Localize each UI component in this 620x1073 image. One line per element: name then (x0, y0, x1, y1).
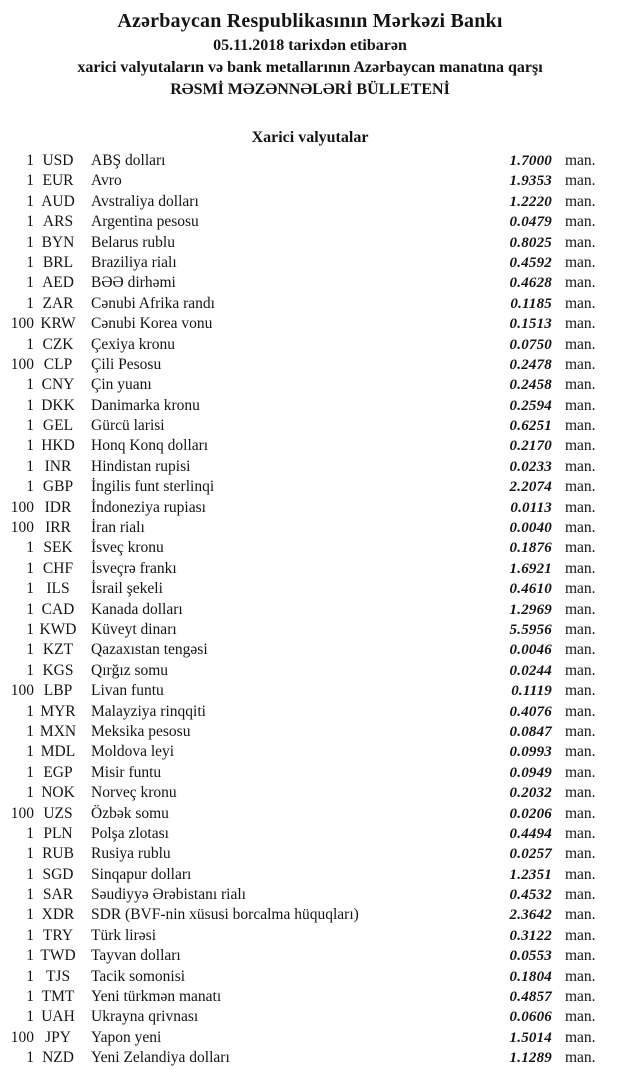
currency-name: Honq Konq dolları (91, 437, 209, 455)
currency-name: Tayvan dolları (91, 947, 181, 965)
currency-code: LBP (43, 682, 73, 700)
quantity: 1 (26, 620, 34, 638)
currency-name: Moldova leyi (91, 743, 175, 761)
unit-label: man. (565, 437, 596, 455)
quantity: 1 (26, 213, 34, 231)
unit-label: man. (565, 213, 596, 231)
unit-label: man. (565, 192, 596, 210)
table-row (0, 600, 620, 620)
unit-label: man. (565, 702, 596, 720)
unit-label: man. (565, 519, 596, 537)
rates-table (0, 151, 620, 1069)
unit-label: man. (565, 722, 596, 740)
table-row (0, 742, 620, 762)
currency-name: Belarus rublu (91, 233, 175, 251)
rate-value: 0.0949 (509, 764, 552, 781)
unit-label: man. (565, 172, 596, 190)
unit-label: man. (565, 294, 596, 312)
table-row (0, 702, 620, 722)
rate-value: 5.5956 (509, 621, 552, 638)
currency-name: Türk lirəsi (91, 926, 156, 944)
quantity: 1 (26, 294, 34, 312)
currency-name: Hindistan rupisi (91, 457, 191, 475)
currency-name: İsveçrə frankı (91, 559, 177, 577)
unit-label: man. (565, 498, 596, 516)
quantity: 1 (26, 152, 34, 169)
currency-name: SDR (BVF-nin xüsusi borcalma hüquqları) (91, 906, 359, 924)
rate-value: 0.2170 (509, 438, 552, 455)
rate-value: 0.1119 (511, 683, 552, 700)
currency-code: KRW (40, 315, 76, 333)
table-row (0, 1007, 620, 1027)
quantity: 1 (26, 845, 34, 863)
table-row (0, 498, 620, 518)
rate-value: 0.1185 (510, 295, 552, 312)
table-row (0, 620, 620, 640)
currency-code: NZD (42, 1049, 74, 1067)
currency-name: Çin yuanı (91, 376, 152, 394)
table-row (0, 946, 620, 966)
unit-label: man. (565, 152, 596, 169)
table-row (0, 783, 620, 803)
currency-name: Çexiya kronu (91, 335, 175, 353)
rate-value: 0.0847 (509, 723, 552, 740)
table-row (0, 844, 620, 864)
rate-value: 1.2969 (509, 601, 552, 618)
unit-label: man. (565, 641, 596, 659)
unit-label: man. (565, 478, 596, 496)
rate-value: 0.4494 (509, 825, 552, 842)
currency-name: Ukrayna qrivnası (91, 1008, 199, 1026)
unit-label: man. (565, 824, 596, 842)
quantity: 1 (26, 743, 34, 761)
rate-value: 0.0206 (509, 805, 552, 822)
currency-name: İran rialı (91, 519, 145, 537)
table-row (0, 804, 620, 824)
currency-code: SGD (42, 865, 74, 883)
currency-code: BRL (42, 253, 74, 271)
rate-value: 0.0750 (509, 336, 552, 353)
quantity: 1 (26, 539, 34, 557)
currency-code: ARS (42, 213, 74, 231)
currency-code: UAH (41, 1008, 75, 1026)
unit-label: man. (565, 865, 596, 883)
rate-value: 0.0553 (509, 948, 552, 965)
rate-value: 0.1876 (509, 540, 552, 557)
unit-label: man. (565, 784, 596, 802)
currency-code: MDL (40, 743, 76, 761)
unit-label: man. (565, 988, 596, 1006)
currency-code: EGP (43, 763, 73, 781)
quantity: 1 (26, 824, 34, 842)
rate-value: 2.2074 (509, 479, 552, 496)
rate-value: 0.2594 (509, 397, 552, 414)
rate-value: 1.2351 (509, 866, 552, 883)
quantity: 1 (26, 947, 34, 965)
quantity: 1 (26, 457, 34, 475)
table-row (0, 335, 620, 355)
currency-code: UZS (43, 804, 73, 822)
quantity: 1 (26, 559, 34, 577)
unit-label: man. (565, 804, 596, 822)
rate-value: 0.0479 (509, 214, 552, 231)
unit-label: man. (565, 396, 596, 414)
currency-code: KGS (42, 661, 74, 679)
rate-value: 0.4628 (509, 275, 552, 292)
unit-label: man. (565, 886, 596, 904)
table-row (0, 273, 620, 293)
effective-date: 05.11.2018 tarixdən etibarən (213, 37, 407, 54)
table-row (0, 416, 620, 436)
currency-name: ABŞ dolları (91, 152, 166, 169)
currency-code: CNY (41, 376, 75, 394)
currency-code: CLP (43, 355, 73, 373)
table-row (0, 865, 620, 885)
currency-code: AED (42, 274, 74, 292)
bulletin-header (0, 0, 620, 101)
currency-name: İsrail şekeli (91, 580, 163, 598)
bulletin-subtitle: xarici valyutaların və bank metallarının Azərbaycan manatına qarşı (77, 59, 543, 76)
quantity: 1 (26, 763, 34, 781)
unit-label: man. (565, 253, 596, 271)
currency-code: RUB (42, 845, 74, 863)
rate-value: 0.4076 (509, 703, 552, 720)
currency-name: Avstraliya dolları (91, 192, 199, 210)
currency-code: IDR (44, 498, 72, 516)
currency-name: Özbək somu (91, 804, 169, 822)
quantity: 1 (26, 722, 34, 740)
table-row (0, 477, 620, 497)
currency-name: Qazaxıstan tengəsi (91, 641, 208, 659)
currency-name: Argentina pesosu (91, 213, 199, 231)
currency-name: İndoneziya rupiası (91, 498, 206, 516)
currency-name: Gürcü larisi (91, 417, 165, 435)
unit-label: man. (565, 539, 596, 557)
currency-name: Tacik somonisi (91, 967, 186, 985)
unit-label: man. (565, 376, 596, 394)
currency-code: SEK (43, 539, 73, 557)
currency-name: Braziliya rialı (91, 253, 177, 271)
unit-label: man. (565, 926, 596, 944)
table-row (0, 559, 620, 579)
quantity: 1 (26, 906, 34, 924)
currency-code: TJS (45, 967, 71, 985)
rate-value: 0.3122 (509, 927, 552, 944)
rate-value: 0.4532 (509, 887, 552, 904)
rate-value: 1.2220 (509, 193, 552, 210)
currency-code: CAD (41, 600, 75, 618)
unit-label: man. (565, 274, 596, 292)
currency-code: PLN (43, 824, 73, 842)
quantity: 1 (26, 233, 34, 251)
unit-label: man. (565, 845, 596, 863)
unit-label: man. (565, 335, 596, 353)
rate-value: 0.8025 (509, 234, 552, 251)
table-row (0, 987, 620, 1007)
currency-code: BYN (41, 233, 75, 251)
currency-name: Küveyt dinarı (91, 620, 177, 638)
rate-value: 1.7000 (509, 153, 552, 169)
currency-name: Yeni Zelandiya dolları (91, 1049, 230, 1067)
currency-code: INR (44, 457, 72, 475)
currency-code: ILS (46, 580, 70, 598)
quantity: 1 (26, 600, 34, 618)
table-row (0, 212, 620, 232)
table-row (0, 640, 620, 660)
rate-value: 0.0233 (509, 458, 552, 475)
quantity: 1 (26, 274, 34, 292)
quantity: 1 (26, 580, 34, 598)
unit-label: man. (565, 417, 596, 435)
currency-code: TMT (41, 988, 75, 1006)
table-row (0, 681, 620, 701)
rate-value: 0.4857 (509, 989, 552, 1006)
unit-label: man. (565, 600, 596, 618)
currency-name: Cənubi Korea vonu (91, 315, 213, 333)
quantity: 1 (26, 417, 34, 435)
unit-label: man. (565, 947, 596, 965)
quantity: 100 (10, 804, 34, 822)
currency-name: Cənubi Afrika randı (91, 294, 215, 312)
currency-code: AUD (41, 192, 75, 210)
currency-code: NOK (41, 784, 75, 802)
unit-label: man. (565, 763, 596, 781)
table-row (0, 885, 620, 905)
rate-value: 0.0993 (509, 744, 552, 761)
currency-name: Sinqapur dolları (91, 865, 192, 883)
quantity: 100 (10, 519, 34, 537)
currency-name: Yeni türkmən manatı (91, 988, 222, 1006)
table-row (0, 233, 620, 253)
currency-name: Qırğız somu (91, 661, 169, 679)
unit-label: man. (565, 457, 596, 475)
unit-label: man. (565, 355, 596, 373)
rate-value: 0.0257 (509, 846, 552, 863)
rate-value: 0.0046 (509, 642, 552, 659)
table-row (0, 355, 620, 375)
rate-value: 1.1289 (509, 1050, 552, 1067)
quantity: 1 (26, 253, 34, 271)
quantity: 1 (26, 1049, 34, 1067)
quantity: 1 (26, 865, 34, 883)
currency-code: USD (42, 152, 74, 169)
quantity: 100 (10, 315, 34, 333)
quantity: 100 (10, 498, 34, 516)
table-row (0, 824, 620, 844)
rate-value: 0.2478 (509, 356, 552, 373)
table-row (0, 763, 620, 783)
bulletin-title: RƏSMİ MƏZƏNNƏLƏRİ BÜLLETENİ (170, 81, 450, 98)
rate-value: 1.5014 (509, 1029, 552, 1046)
currency-name: Meksika pesosu (91, 722, 191, 740)
table-row (0, 375, 620, 395)
quantity: 1 (26, 784, 34, 802)
currency-code: DKK (41, 396, 75, 414)
table-row (0, 436, 620, 456)
rate-value: 0.6251 (509, 418, 552, 435)
table-row (0, 967, 620, 987)
currency-name: Çili Pesosu (91, 355, 162, 373)
table-row (0, 396, 620, 416)
unit-label: man. (565, 661, 596, 679)
quantity: 1 (26, 478, 34, 496)
currency-name: Malayziya rinqqiti (91, 702, 206, 720)
section-title-foreign-currencies: Xarici valyutalar (251, 129, 369, 146)
currency-code: GEL (42, 417, 74, 435)
quantity: 100 (10, 1028, 34, 1046)
currency-code: KZT (42, 641, 74, 659)
table-row (0, 253, 620, 273)
quantity: 1 (26, 376, 34, 394)
rate-value: 0.0113 (510, 499, 552, 516)
quantity: 1 (26, 335, 34, 353)
table-row (0, 171, 620, 191)
currency-name: Livan funtu (91, 682, 164, 700)
rate-value: 2.3642 (509, 907, 552, 924)
unit-label: man. (565, 620, 596, 638)
quantity: 1 (26, 437, 34, 455)
rate-value: 0.0244 (509, 662, 552, 679)
currency-name: Yapon yeni (91, 1028, 162, 1046)
table-row (0, 518, 620, 538)
bank-name-title: Azərbaycan Respublikasının Mərkəzi Bankı (117, 10, 503, 32)
quantity: 1 (26, 988, 34, 1006)
table-row (0, 926, 620, 946)
currency-name: İngilis funt sterlinqi (91, 478, 215, 496)
currency-code: CZK (42, 335, 74, 353)
rate-value: 0.2032 (509, 785, 552, 802)
quantity: 1 (26, 641, 34, 659)
currency-code: IRR (45, 519, 71, 537)
unit-label: man. (565, 743, 596, 761)
quantity: 1 (26, 192, 34, 210)
currency-name: Avro (91, 172, 122, 190)
quantity: 1 (26, 967, 34, 985)
quantity: 1 (26, 886, 34, 904)
unit-label: man. (565, 315, 596, 333)
table-row (0, 722, 620, 742)
unit-label: man. (565, 559, 596, 577)
rate-value: 0.0040 (509, 520, 552, 537)
table-row (0, 538, 620, 558)
currency-name: BƏƏ dirhəmi (91, 274, 176, 292)
currency-code: CHF (42, 559, 74, 577)
currency-name: Kanada dolları (91, 600, 183, 618)
currency-name: Rusiya rublu (91, 845, 171, 863)
quantity: 1 (26, 172, 34, 190)
quantity: 1 (26, 1008, 34, 1026)
rate-value: 0.4610 (509, 581, 552, 598)
quantity: 100 (10, 682, 34, 700)
currency-name: Səudiyyə Ərəbistanı rialı (91, 886, 246, 904)
quantity: 1 (26, 661, 34, 679)
table-row (0, 192, 620, 212)
rate-value: 0.2458 (509, 377, 552, 394)
unit-label: man. (565, 580, 596, 598)
table-row (0, 1048, 620, 1068)
table-row (0, 457, 620, 477)
unit-label: man. (565, 967, 596, 985)
rate-value: 1.9353 (509, 173, 552, 190)
currency-code: MYR (40, 702, 76, 720)
quantity: 1 (26, 702, 34, 720)
currency-code: KWD (39, 620, 77, 638)
rate-value: 0.0606 (509, 1009, 552, 1026)
quantity: 1 (26, 926, 34, 944)
rate-value: 0.1513 (509, 316, 552, 333)
currency-code: TRY (42, 926, 74, 944)
unit-label: man. (565, 906, 596, 924)
table-row (0, 905, 620, 925)
currency-code: HKD (41, 437, 75, 455)
table-row (0, 294, 620, 314)
table-row (0, 314, 620, 334)
currency-name: Danimarka kronu (91, 396, 200, 414)
unit-label: man. (565, 682, 596, 700)
quantity: 1 (26, 396, 34, 414)
currency-code: JPY (45, 1028, 71, 1046)
rate-value: 1.6921 (509, 560, 552, 577)
currency-name: Norveç kronu (91, 784, 177, 802)
currency-name: Misir funtu (91, 763, 162, 781)
rate-value: 0.1804 (509, 968, 552, 985)
currency-code: EUR (42, 172, 74, 190)
unit-label: man. (565, 1049, 596, 1067)
currency-code: XDR (41, 906, 75, 924)
currency-code: ZAR (42, 294, 74, 312)
currency-name: Polşa zlotası (91, 824, 169, 842)
currency-name: İsveç kronu (91, 539, 164, 557)
unit-label: man. (565, 1028, 596, 1046)
unit-label: man. (565, 233, 596, 251)
quantity: 100 (10, 355, 34, 373)
currency-code: SAR (42, 886, 74, 904)
table-row (0, 661, 620, 681)
table-row (0, 151, 620, 171)
table-row (0, 579, 620, 599)
currency-code: GBP (42, 478, 74, 496)
rate-value: 0.4592 (509, 254, 552, 271)
table-row (0, 1028, 620, 1048)
currency-code: TWD (40, 947, 76, 965)
unit-label: man. (565, 1008, 596, 1026)
currency-code: MXN (39, 722, 77, 740)
